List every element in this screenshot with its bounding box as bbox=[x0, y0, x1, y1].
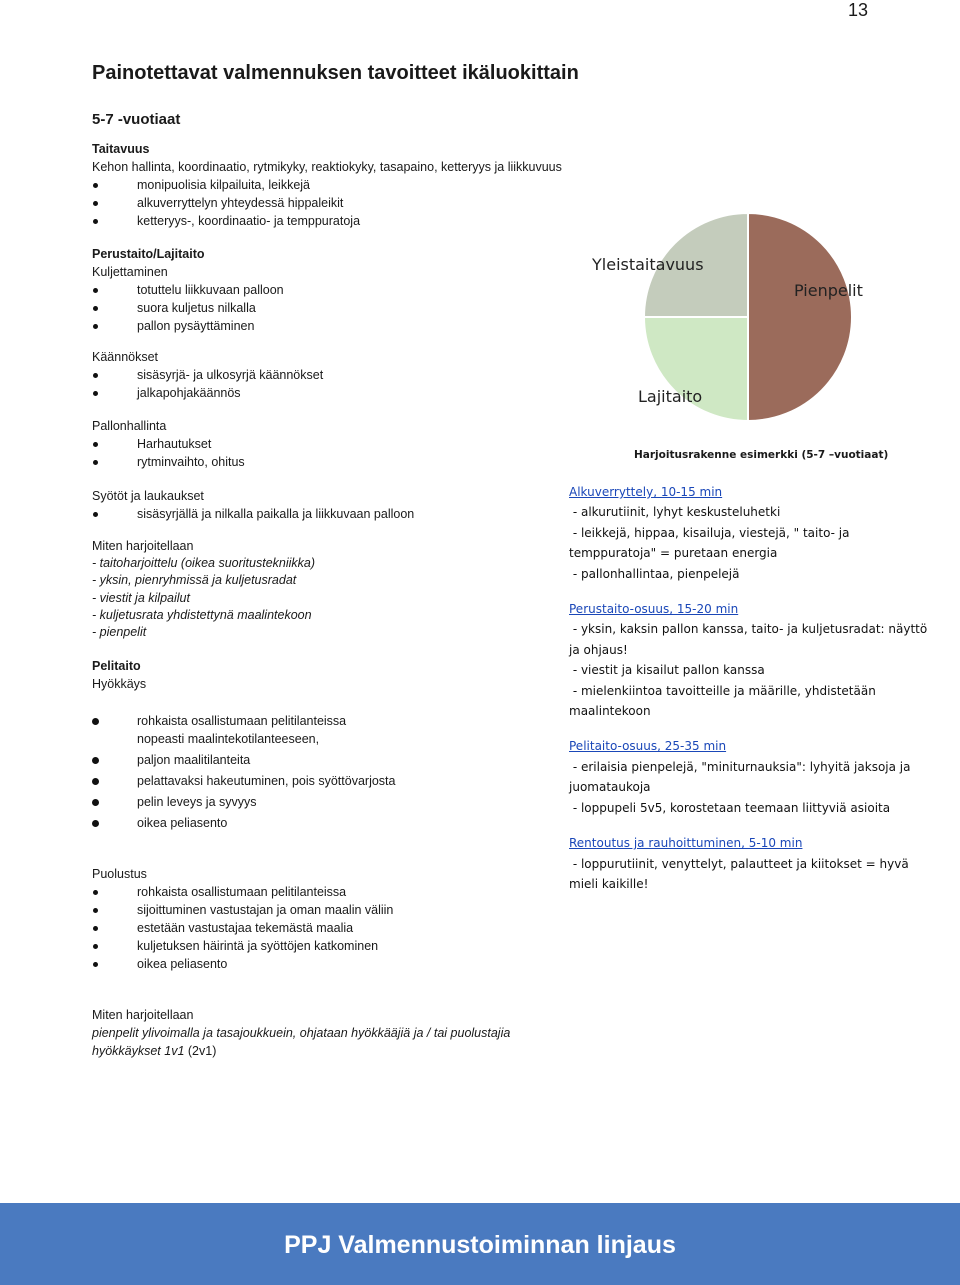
list-item: estetään vastustajaa tekemästä maalia bbox=[92, 919, 393, 937]
kaannokset-section bbox=[92, 348, 323, 402]
miten-heading: Miten harjoitellaan bbox=[92, 539, 194, 553]
bullet-icon bbox=[93, 962, 98, 967]
miten-heading: Miten harjoitellaan bbox=[92, 1008, 194, 1022]
list-item: suora kuljetus nilkalla bbox=[92, 299, 284, 317]
pelitaito-section bbox=[92, 657, 146, 693]
bullet-icon bbox=[92, 799, 99, 806]
list-item: ketteryys-, koordinaatio- ja temppuratoja bbox=[92, 212, 562, 230]
section-line: - viestit ja kisailut pallon kanssa bbox=[569, 663, 765, 678]
section-line: - pallonhallintaa, pienpelejä bbox=[569, 566, 740, 581]
pallonhallinta-subheading: Pallonhallinta bbox=[92, 419, 167, 433]
page-number: 13 bbox=[848, 0, 869, 20]
list-item: pallon pysäyttäminen bbox=[92, 317, 284, 335]
list-item-continuation: nopeasti maalintekotilanteeseen, bbox=[137, 732, 320, 746]
list-item: paljon maalitilanteita bbox=[92, 751, 395, 769]
miten-section-2 bbox=[92, 1006, 510, 1060]
list-item: - pienpelit bbox=[92, 624, 147, 639]
bullet-icon bbox=[93, 460, 98, 465]
section-heading: Rentoutus ja rauhoittuminen, 5-10 min bbox=[569, 836, 803, 851]
miten-section-1 bbox=[92, 538, 315, 641]
pie-label: Pienpelit bbox=[794, 281, 863, 300]
bullet-icon bbox=[93, 890, 98, 895]
pie-slice-pienpelit bbox=[748, 213, 852, 421]
kaannokset-subheading: Käännökset bbox=[92, 350, 159, 364]
taitavuus-intro: Kehon hallinta, koordinaatio, rytmikyky, reaktiokyky, tasapaino, ketteryys ja liikkuvuus bbox=[92, 160, 562, 174]
list-item: rohkaista osallistumaan pelitilanteissa bbox=[92, 883, 393, 901]
pie-label: Lajitaito bbox=[638, 387, 703, 406]
bullet-icon bbox=[93, 908, 98, 913]
pie-label: Yleistaitavuus bbox=[592, 255, 704, 274]
list-item: oikea peliasento bbox=[92, 814, 395, 832]
bullet-icon bbox=[93, 442, 98, 447]
section-line: ja ohjaus! bbox=[569, 642, 628, 657]
list-item: monipuolisia kilpailuita, leikkejä bbox=[92, 176, 562, 194]
bullet-icon bbox=[93, 219, 98, 224]
bullet-icon bbox=[93, 288, 98, 293]
list-item: - viestit ja kilpailut bbox=[92, 590, 190, 605]
training-structure bbox=[569, 482, 929, 894]
perustaito-section bbox=[92, 245, 284, 335]
section-line: - mielenkiintoa tavoitteille ja määrille, yhdistetään bbox=[569, 683, 876, 698]
page-title: Painotettavat valmennuksen tavoitteet ikäluokittain bbox=[92, 62, 579, 84]
section-line: - yksin, kaksin pallon kanssa, taito- ja kuljetusradat: näyttö bbox=[569, 622, 928, 637]
section-line: maalintekoon bbox=[569, 704, 651, 719]
bullet-icon bbox=[93, 944, 98, 949]
taitavuus-section bbox=[92, 140, 562, 230]
section-gap bbox=[569, 721, 929, 736]
pie-chart bbox=[580, 205, 880, 430]
list-item: sijoittuminen vastustajan ja oman maalin väliin bbox=[92, 901, 393, 919]
bullet-icon bbox=[93, 201, 98, 206]
footer-banner bbox=[0, 1203, 960, 1285]
section-line: - alkurutiinit, lyhyt keskusteluhetki bbox=[569, 505, 781, 520]
age-group-heading: 5-7 -vuotiaat bbox=[92, 111, 181, 128]
miten-line: pienpelit ylivoimalla ja tasajoukkuein, ohjataan hyökkääjiä ja / tai puolustajia bbox=[92, 1026, 511, 1040]
pallonhallinta-section bbox=[92, 417, 245, 471]
hyokkays-list bbox=[92, 712, 395, 832]
perustaito-heading: Perustaito/Lajitaito bbox=[92, 247, 205, 261]
list-item: - yksin, pienryhmissä ja kuljetusradat bbox=[92, 573, 297, 588]
list-item: pelin leveys ja syvyys bbox=[92, 793, 395, 811]
section-gap bbox=[569, 818, 929, 833]
list-item: sisäsyrjä- ja ulkosyrjä käännökset bbox=[92, 366, 323, 384]
bullet-icon bbox=[92, 718, 99, 725]
list-item: pelattavaksi hakeutuminen, pois syöttövarjosta bbox=[92, 772, 395, 790]
bullet-icon bbox=[93, 512, 98, 517]
list-item: totuttelu liikkuvaan palloon bbox=[92, 281, 284, 299]
section-heading: Perustaito-osuus, 15-20 min bbox=[569, 602, 739, 617]
bullet-icon bbox=[92, 778, 99, 785]
section-line: temppuratoja" = puretaan energia bbox=[569, 546, 778, 561]
miten-line: hyökkäykset 1v1 (2v1) bbox=[92, 1044, 217, 1058]
bullet-icon bbox=[93, 306, 98, 311]
list-item: - kuljetusrata yhdistettynä maalintekoon bbox=[92, 607, 312, 622]
syotot-section bbox=[92, 487, 414, 523]
list-item: kuljetuksen häirintä ja syöttöjen katkominen bbox=[92, 937, 393, 955]
taitavuus-heading: Taitavuus bbox=[92, 142, 150, 156]
puolustus-section bbox=[92, 865, 393, 973]
section-heading: Pelitaito-osuus, 25-35 min bbox=[569, 739, 727, 754]
pie-chart-svg bbox=[580, 205, 880, 430]
hyokkays-subheading: Hyökkäys bbox=[92, 677, 147, 691]
section-line: mieli kaikille! bbox=[569, 876, 649, 891]
section-line: - loppurutiinit, venyttelyt, palautteet ja kiitokset = hyvä bbox=[569, 856, 909, 871]
list-item: rohkaista osallistumaan pelitilanteissa bbox=[92, 712, 395, 730]
section-heading: Alkuverryttely, 10-15 min bbox=[569, 485, 723, 499]
chart-caption: Harjoitusrakenne esimerkki (5-7 –vuotiaat) bbox=[634, 449, 889, 461]
pelitaito-heading: Pelitaito bbox=[92, 659, 141, 673]
list-item: oikea peliasento bbox=[92, 955, 393, 973]
footer-title: PPJ Valmennustoiminnan linjaus bbox=[284, 1231, 676, 1259]
list-item: rytminvaihto, ohitus bbox=[92, 453, 245, 471]
section-line: - erilaisia pienpelejä, "miniturnauksia": lyhyitä jaksoja ja bbox=[569, 759, 911, 774]
bullet-icon bbox=[93, 373, 98, 378]
list-item: alkuverryttelyn yhteydessä hippaleikit bbox=[92, 194, 562, 212]
section-line: - loppupeli 5v5, korostetaan teemaan liittyviä asioita bbox=[569, 800, 891, 815]
list-item: - taitoharjoittelu (oikea suoritustekniikka) bbox=[92, 556, 316, 571]
section-gap bbox=[569, 584, 929, 599]
list-item: sisäsyrjällä ja nilkalla paikalla ja liikkuvaan palloon bbox=[92, 505, 414, 523]
puolustus-subheading: Puolustus bbox=[92, 867, 147, 881]
section-line: juomataukoja bbox=[569, 780, 651, 795]
bullet-icon bbox=[93, 183, 98, 188]
list-item: jalkapohjakäännös bbox=[92, 384, 323, 402]
bullet-icon bbox=[93, 324, 98, 329]
section-line: - leikkejä, hippaa, kisailuja, viestejä, " taito- ja bbox=[569, 525, 850, 540]
list-item: Harhautukset bbox=[92, 435, 245, 453]
bullet-icon bbox=[92, 820, 99, 827]
syotot-subheading: Syötöt ja laukaukset bbox=[92, 489, 204, 503]
bullet-icon bbox=[93, 391, 98, 396]
kuljettaminen-subheading: Kuljettaminen bbox=[92, 265, 168, 279]
bullet-icon bbox=[93, 926, 98, 931]
bullet-icon bbox=[92, 757, 99, 764]
